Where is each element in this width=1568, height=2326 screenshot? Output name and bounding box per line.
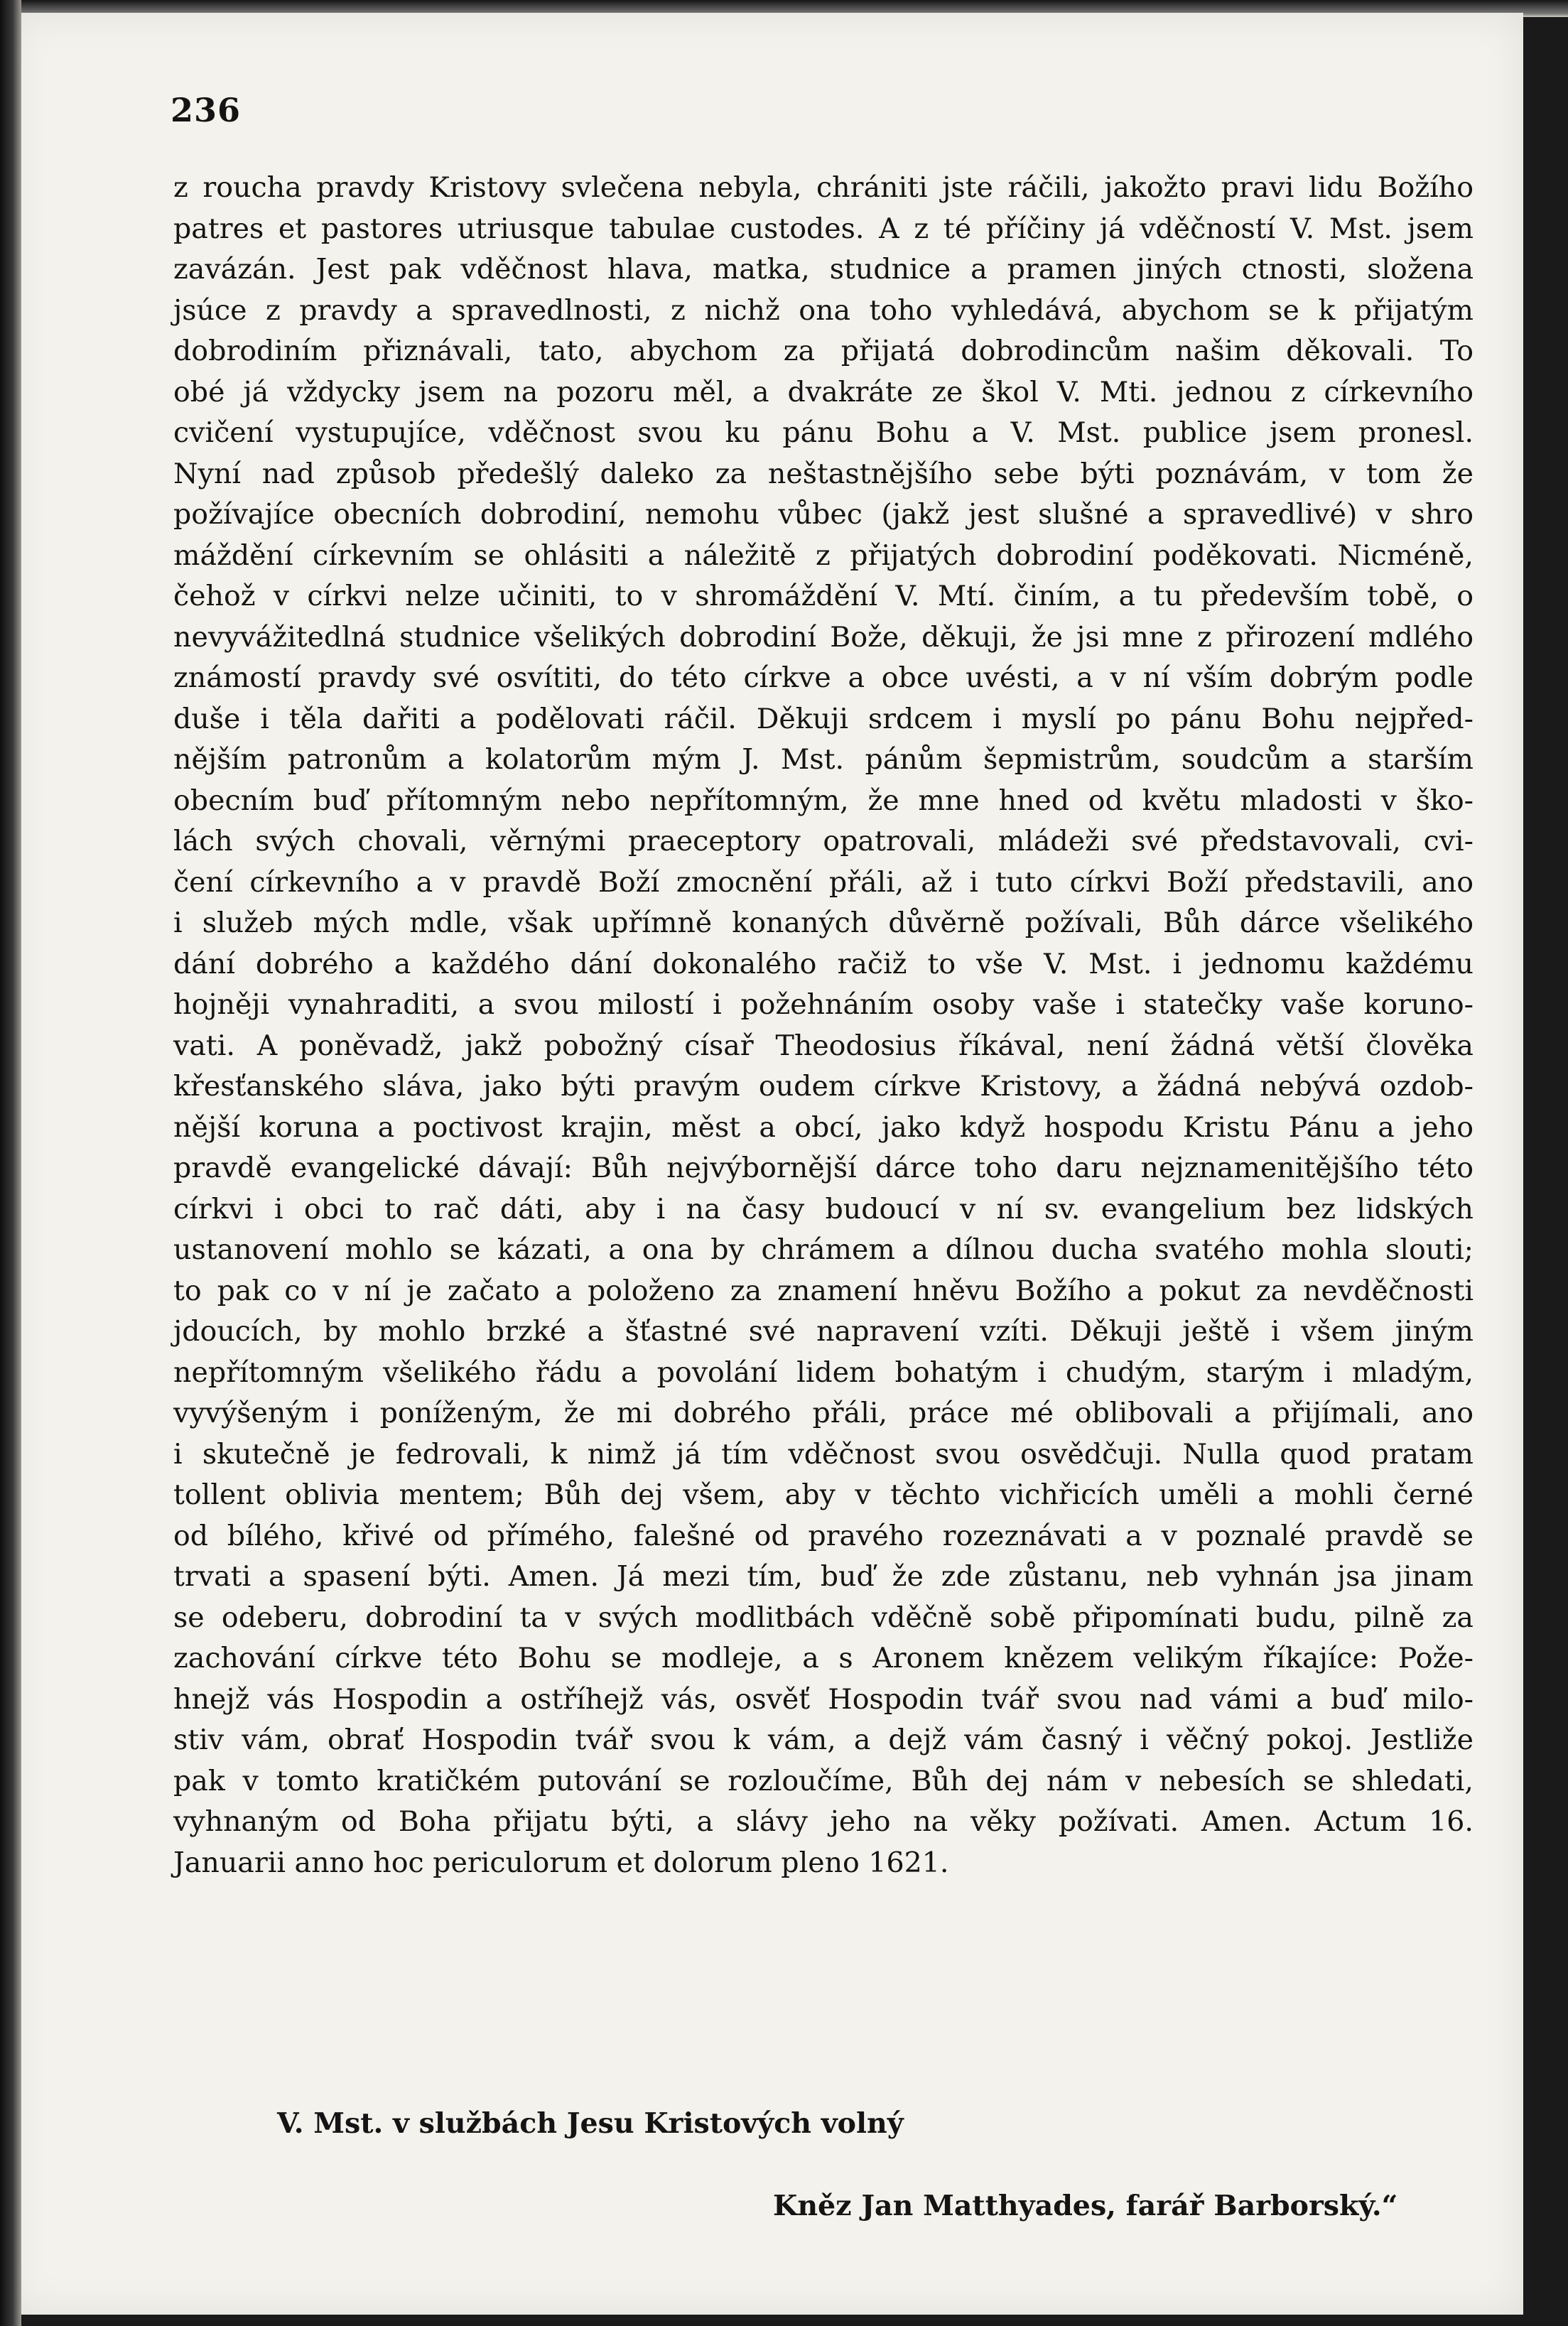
text-line: z roucha pravdy Kristovy svlečena nebyla, chrániti jste ráčili, jakožto pravi lidu Božího [173,171,1474,204]
signature-line: Kněz Jan Matthyades, farář Barborský.“ [773,2190,1398,2222]
text-line: hojněji vynahraditi, a svou milostí i požehnáním osoby vaše i statečky vaše koruno- [173,988,1474,1021]
text-line: Januarii anno hoc periculorum et dolorum pleno 1621. [173,1846,949,1879]
text-line: nevyvážitedlná studnice všelikých dobrodiní Bože, děkuji, že jsi mne z přirození mdlého [173,620,1474,654]
text-line: nější koruna a poctivost krajin, měst a obcí, jako když hospodu Kristu Pánu a jeho [173,1110,1474,1144]
text-line: stiv vám, obrať Hospodin tvář svou k vám, a dejž vám časný i věčný pokoj. Jestliže [173,1724,1474,1756]
text-line: trvati a spasení býti. Amen. Já mezi tím, buď že zde zůstanu, neb vyhnán jsa jinam [173,1560,1474,1593]
text-line: požívajíce obecních dobrodiní, nemohu vůbec (jakž jest slušné a spravedlivé) v shro [173,498,1474,531]
text-line: hnejž vás Hospodin a ostříhejž vás, osvěť Hospodin tvář svou nad vámi a buď milo- [173,1682,1474,1716]
closing-line: V. Mst. v službách Jesu Kristových volný [277,2107,904,2140]
body-text [173,168,1474,1883]
text-line: pravdě evangelické dávají: Bůh nejvýbornější dárce toho daru nejznamenitějšího této [173,1152,1474,1184]
text-line: i skutečně je fedrovali, k nimž já tím vděčnost svou osvědčuji. Nulla quod pratam [173,1437,1474,1471]
text-line: zachování církve této Bohu se modleje, a s Aronem knězem velikým říkajíce: Pože- [173,1642,1474,1675]
text-line: tollent oblivia mentem; Bůh dej všem, aby v těchto vichřicích uměli a mohli černé [173,1478,1474,1511]
text-line: nějším patronům a kolatorům mým J. Mst. pánům šepmistrům, soudcům a starším [173,743,1474,776]
text-line: ustanovení mohlo se kázati, a ona by chrámem a dílnou ducha svatého mohla slouti; [173,1233,1474,1266]
text-line: vyvýšeným i poníženým, že mi dobrého přáli, práce mé oblibovali a přijímali, ano [173,1397,1474,1429]
text-line: dání dobrého a každého dání dokonalého račiž to vše V. Mst. i jednomu každému [173,947,1474,980]
text-line: zavázán. Jest pak vděčnost hlava, matka, studnice a pramen jiných ctnosti, složena [173,253,1474,286]
text-line: vati. A poněvadž, jakž pobožný císař Theodosius říkával, není žádná větší člověka [173,1029,1474,1062]
text-line: obecním buď přítomným nebo nepřítomným, že mne hned od květu mladosti v ško- [173,784,1474,817]
text-line: církvi i obci to rač dáti, aby i na časy budoucí v ní sv. evangelium bez lidských [173,1192,1474,1226]
text-line: čení církevního a v pravdě Boží zmocnění přáli, až i tuto církvi Boží představili, ano [173,865,1474,899]
scan-left-edge [0,0,21,2326]
text-line: jsúce z pravdy a spravedlnosti, z nichž ona toho vyhledává, abychom se k přijatým [173,293,1474,327]
text-line: známostí pravdy své osvítiti, do této církve a obce uvésti, a v ní vším dobrým podle [173,661,1474,694]
text-line: máždění církevním se ohlásiti a náležitě z přijatých dobrodiní poděkovati. Nicméně, [173,539,1474,572]
text-line: od bílého, křivé od přímého, falešné od pravého rozeznávati a v poznalé pravdě se [173,1519,1474,1552]
text-line: cvičení vystupujíce, vděčnost svou ku pánu Bohu a V. Mst. publice jsem pronesl. [173,416,1474,449]
text-line: lách svých chovali, věrnými praeceptory opatrovali, mládeži své představovali, cvi- [173,825,1474,858]
text-line: obé já vždycky jsem na pozoru měl, a dvakráte ze škol V. Mti. jednou z církevního [173,375,1474,409]
text-line: patres et pastores utriusque tabulae custodes. A z té příčiny já vděčností V. Mst. jsem [173,212,1474,245]
text-line: jdoucích, by mohlo brzké a šťastné své napravení vzíti. Děkuji ještě i všem jiným [173,1315,1474,1348]
text-line: Nyní nad způsob předešlý daleko za neštastnějšího sebe býti poznávám, v tom že [173,457,1474,490]
text-line: pak v tomto kratičkém putování se rozloučíme, Bůh dej nám v nebesích se shledati, [173,1764,1474,1797]
text-line: nepřítomným všelikého řádu a povolání lidem bohatým i chudým, starým i mladým, [173,1356,1474,1389]
text-line: i služeb mých mdle, však upřímně konaných důvěrně požívali, Bůh dárce všelikého [173,907,1474,939]
text-line: dobrodiním přiznávali, tato, abychom za přijatá dobrodincům našim děkovali. To [173,335,1474,367]
text-line: čehož v církvi nelze učiniti, to v shromáždění V. Mtí. činím, a tu především tobě, o [173,580,1474,612]
page-number: 236 [171,91,242,129]
text-line: se odeberu, dobrodiní ta v svých modlitbách vděčně sobě připomínati budu, pilně za [173,1601,1474,1634]
text-line: vyhnaným od Boha přijatu býti, a slávy jeho na věky požívati. Amen. Actum 16. [173,1805,1474,1838]
text-line: duše i těla dařiti a podělovati ráčil. Děkuji srdcem i myslí po pánu Bohu nejpřed- [173,702,1474,735]
text-line: to pak co v ní je začato a položeno za znamení hněvu Božího a pokut za nevděčnosti [173,1274,1474,1307]
text-line: křesťanského sláva, jako býti pravým oudem církve Kristovy, a žádná nebývá ozdob- [173,1070,1474,1103]
